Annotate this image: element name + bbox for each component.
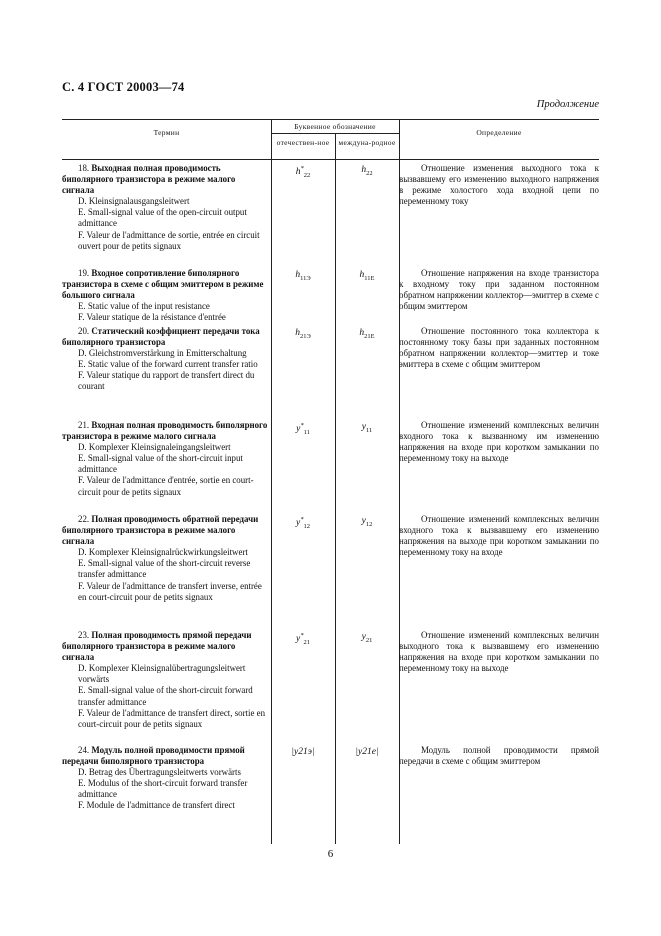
term-row-20: 20. Статический коэффициент передачи тока биполярного транзистора D. Gleichstromverstärkung in Emitterschaltung E. Static value of the forward current transfer ratio F. Valeur statique du rapport de transfert direct du courant xyxy=(62,326,260,392)
definition-22: Отношение изменений комплексных величин входного тока к вызвавшему его изменению напряжения на выходе при коротком замыкании по переменному току на входе xyxy=(399,514,599,558)
symbol-domestic-23: $y^*_{21}$ xyxy=(296,632,310,647)
page-number: 6 xyxy=(327,848,334,860)
symbol-domestic-24: |y21э| xyxy=(291,747,315,757)
col-divider-1 xyxy=(271,119,272,844)
header-terms: Термин xyxy=(153,128,180,137)
symbol-international-24: |y21e| xyxy=(355,747,379,757)
symbol-international-19: $h_{11E}$ xyxy=(359,270,375,282)
term-row-19: 19. Входное сопротивление биполярного транзистора в схеме с общим эмиттером в режиме большого сигнала E. Static value of the input resistance F. Valeur statique de la résistance d'entrée xyxy=(62,268,264,323)
page-header-label: С. 4 ГОСТ 20003—74 xyxy=(62,80,185,94)
symbol-domestic-22: $y^*_{12}$ xyxy=(296,516,310,531)
term-row-21: 21. Входная полная проводимость биполярного транзистора в режиме малого сигнала D. Komplexer Kleinsignaleingangsleitwert E. Small-signal value of the short-circuit input admittance F. Valeur de l'admittance d'entrée, sortie en court-circuit pour de petits signaux xyxy=(62,420,268,497)
term-row-23: 23. Полная проводимость прямой передачи биполярного транзистора в режиме малого сигнала D. Komplexer Kleinsignalübertragungsleitwert vorwärts E. Small-signal value of the short-circuit forward transfer admittance F. Valeur de l'admittance de transfert direct, sortie en court-circuit pour de petits signaux xyxy=(62,630,266,729)
header-domestic: отечествен-ное xyxy=(276,138,330,147)
symbol-domestic-19: $h_{11Э}$ xyxy=(295,270,311,282)
term-row-22: 22. Полная проводимость обратной передачи биполярного транзистора в режиме малого сигнала D. Komplexer Kleinsignalrückwirkungsleitwert E. Small-signal value of the short-circuit reverse transfer admittance F. Valeur de l'admittance de transfert inverse, entrée en court-circuit pour de petits signaux xyxy=(62,514,262,602)
definition-21: Отношение изменений комплексных величин входного тока к вызванному им изменению напряжения на входе при коротком замыкании по переменному току на выходе xyxy=(399,420,599,464)
symbol-international-22: $y_{12}$ xyxy=(361,516,373,528)
definition-20: Отношение постоянного тока коллектора к постоянному току базы при заданных постоянном обратном напряжении коллектор—эмиттер и токе эмиттера в схеме с общим эмиттером xyxy=(399,326,599,370)
header-letter-designation: Буквенное обозначение xyxy=(294,122,376,131)
symbol-domestic-21: $y^*_{11}$ xyxy=(296,422,310,437)
header-international: междуна-родное xyxy=(338,138,396,147)
col-divider-2 xyxy=(335,133,336,844)
symbol-international-20: $h_{21E}$ xyxy=(359,328,375,340)
symbol-international-23: $y_{21}$ xyxy=(361,632,373,644)
symbol-domestic-18: $h^*_{22}$ xyxy=(295,165,311,180)
continuation-label: Продолжение xyxy=(536,99,599,110)
definition-23: Отношение изменений комплексных величин выходного тока к вызвавшему его изменению напряжения на входе при коротком замыкании по переменному току на выходе xyxy=(399,630,599,674)
term-row-18: 18. Выходная полная проводимость биполярного транзистора в режиме малого сигнала D. Kleinsignalausgangsleitwert E. Small-signal value of the open-circuit output admittance F. Valeur de l'admittance de sortie, entrée en circuit ouvert pour de petits signaux xyxy=(62,163,260,251)
definition-24: Модуль полной проводимости прямой передачи в схеме с общим эмиттером xyxy=(399,745,599,767)
symbol-international-21: $y_{11}$ xyxy=(361,422,373,434)
header-definition: Определение xyxy=(476,128,522,137)
col-divider-3 xyxy=(399,119,400,844)
symbol-domestic-20: $h_{21Э}$ xyxy=(295,328,311,340)
header-bottom-rule xyxy=(62,159,599,160)
definition-19: Отношение напряжения на входе транзистора к входному току при заданном постоянном обратном напряжении коллектор—эмиттер в схеме с общим эмиттером xyxy=(399,268,599,312)
symbol-international-18: $h_{22}$ xyxy=(361,165,373,177)
table-top-rule xyxy=(62,119,599,120)
term-row-24: 24. Модуль полной проводимости прямой передачи биполярного транзистора D. Betrag des Übertragungsleitwerts vorwärts E. Modulus of the short-circuit forward transfer admittance F. Module de l'admittance de transfert direct xyxy=(62,745,248,811)
definition-18: Отношение изменения выходного тока к вызвавшему его изменению выходного напряжения в режиме холостого хода входной цепи по переменному току xyxy=(399,163,599,207)
terms-table xyxy=(62,119,599,844)
